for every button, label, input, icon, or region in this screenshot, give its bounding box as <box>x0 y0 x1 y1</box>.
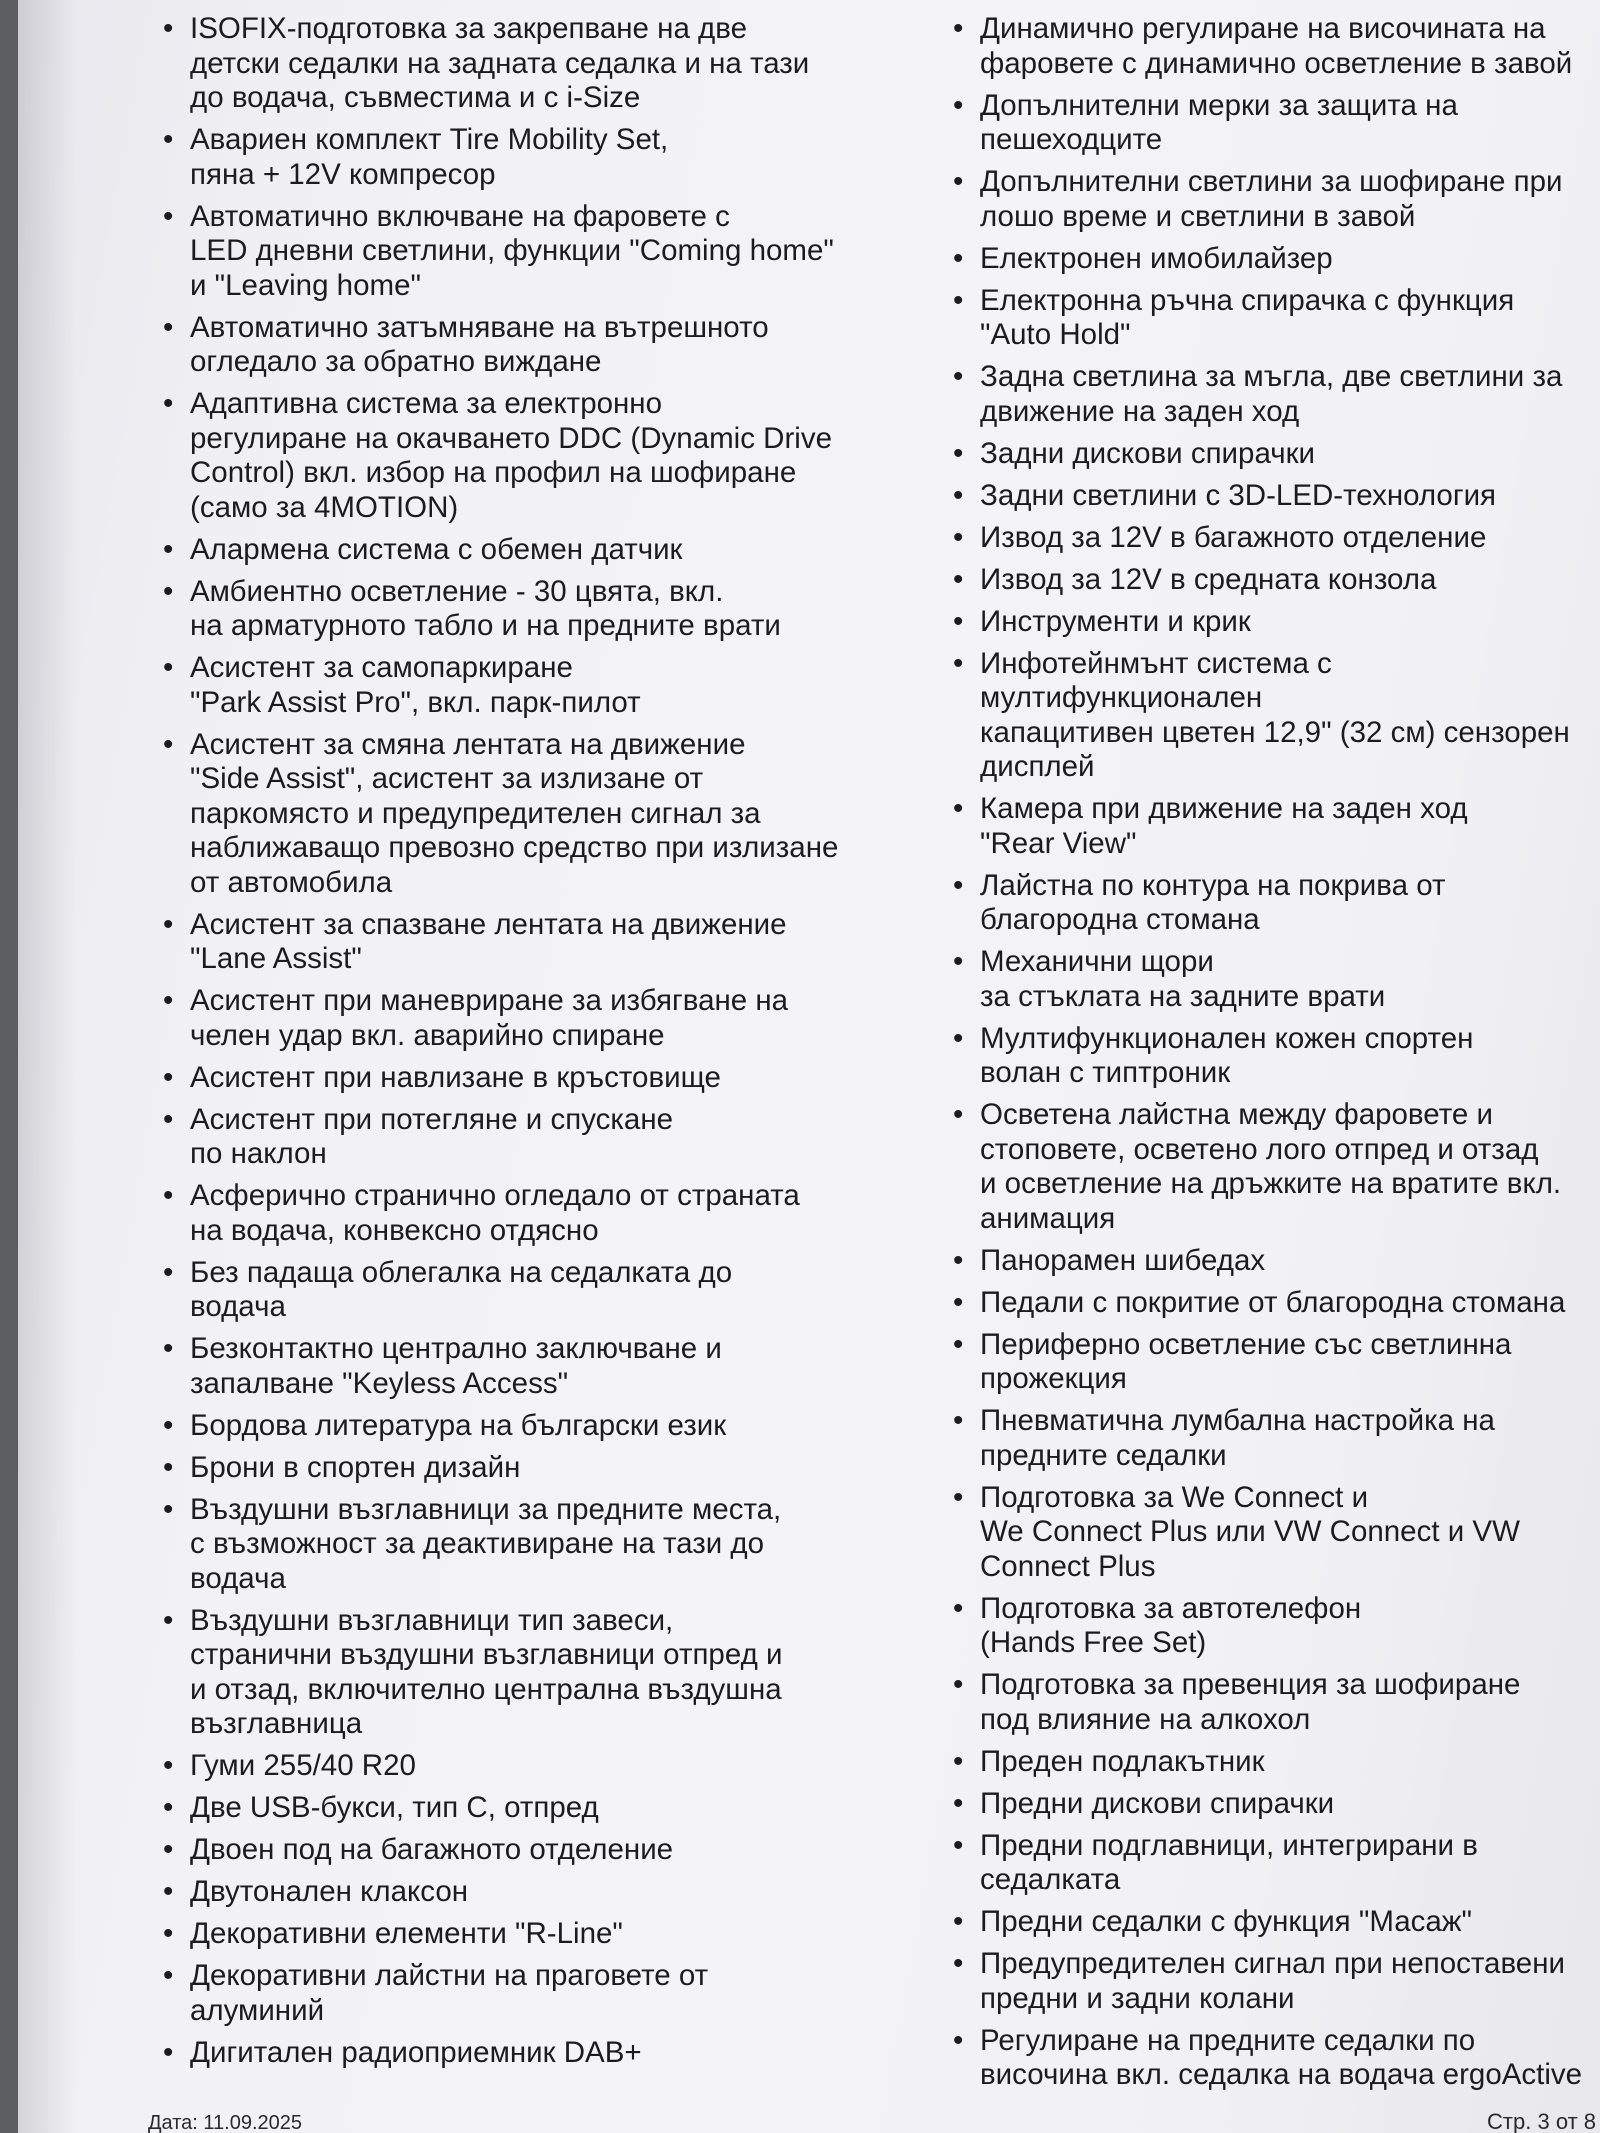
bullet-icon: • <box>163 727 174 761</box>
feature-text: Асистент за спазване лентата на движение "Lane Assist" <box>190 907 787 975</box>
feature-text: Асистент при маневриране за избягване на челен удар вкл. аварийно спиране <box>190 984 789 1052</box>
bullet-icon: • <box>163 1791 174 1824</box>
bullet-icon: • <box>953 868 964 902</box>
document-page <box>18 0 1600 2133</box>
feature-item <box>163 1409 863 1444</box>
feature-item <box>953 1745 1593 1780</box>
feature-item <box>163 1256 863 1325</box>
feature-item <box>163 1959 863 2028</box>
bullet-icon: • <box>163 1917 174 1950</box>
feature-item <box>953 1592 1593 1661</box>
feature-item <box>953 792 1593 861</box>
feature-text: Въздушни възглавници тип завеси, странични въздушни възглавници отпред и и отзад, включително централна въздушна възглавница <box>190 1603 783 1740</box>
bullet-icon: • <box>953 2023 964 2057</box>
feature-item <box>953 869 1593 938</box>
bullet-icon: • <box>953 646 964 680</box>
feature-item <box>163 1493 863 1597</box>
bullet-icon: • <box>953 1905 964 1938</box>
feature-text: Електронен имобилайзер <box>980 241 1333 275</box>
bullet-icon: • <box>953 520 964 554</box>
feature-text: Авариен комплект Tire Mobility Set, пяна + 12V компресор <box>190 123 669 191</box>
feature-text: Безконтактно централно заключване и запалване "Keyless Access" <box>190 1332 722 1400</box>
feature-item <box>953 1244 1593 1279</box>
bullet-icon: • <box>953 478 964 512</box>
feature-text: Динамично регулиране на височината на фаровете с динамично осветление в завой <box>980 12 1573 80</box>
bullet-icon: • <box>953 436 964 470</box>
feature-item <box>953 242 1593 277</box>
feature-text: Адаптивна система за електронно регулиране на окачването DDC (Dynamic Drive Control) вкл. избор на профил на шофиране (само за 4MOTION) <box>190 387 833 524</box>
bullet-icon: • <box>953 1668 964 1701</box>
feature-item <box>163 908 863 977</box>
bullet-icon: • <box>953 1021 964 1055</box>
bullet-icon: • <box>953 792 964 825</box>
feature-text: Подготовка за превенция за шофиране под влияние на алкохол <box>980 1668 1521 1736</box>
bullet-icon: • <box>163 1332 174 1365</box>
page-shadow <box>18 0 78 2133</box>
feature-text: Автоматично включване на фаровете с LED дневни светлини, функции "Coming home" и "Leaving home" <box>190 199 834 302</box>
feature-text: Декоративни лайстни на праговете от алуминий <box>190 1959 709 2027</box>
feature-item <box>953 1328 1593 1397</box>
feature-text: Амбиентно осветление - 30 цвята, вкл. на арматурното табло и на предните врати <box>190 574 781 642</box>
feature-text: Без падаща облегалка на седалката до водача <box>190 1255 733 1323</box>
bullet-icon: • <box>163 1255 174 1289</box>
feature-item <box>953 1947 1593 2016</box>
bullet-icon: • <box>163 1102 174 1136</box>
feature-item <box>163 1604 863 1742</box>
feature-text: Автоматично затъмняване на вътрешното огледало за обратно виждане <box>190 310 769 378</box>
feature-text: Задни дискови спирачки <box>980 436 1315 470</box>
bullet-icon: • <box>163 310 174 344</box>
feature-text: Периферно осветление със светлинна прожекция <box>980 1327 1512 1395</box>
feature-item <box>163 311 863 380</box>
feature-text: Предни дискови спирачки <box>980 1786 1335 1820</box>
bullet-icon: • <box>163 574 174 608</box>
bullet-icon: • <box>953 1404 964 1437</box>
feature-item <box>953 1787 1593 1822</box>
feature-item <box>163 387 863 525</box>
feature-item <box>953 1829 1593 1898</box>
feature-text: Инструменти и крик <box>980 604 1251 638</box>
feature-item <box>953 563 1593 598</box>
feature-text: Панорамен шибедах <box>980 1243 1266 1277</box>
feature-text: Въздушни възглавници за предните места, с възможност за деактивиране на тази до водача <box>190 1492 782 1595</box>
feature-text: Декоративни елементи "R-Line" <box>190 1917 623 1950</box>
right-feature-list <box>953 12 1593 2093</box>
feature-text: Предупредителен сигнал при непоставени предни и задни колани <box>980 1947 1565 2015</box>
bullet-icon: • <box>953 1327 964 1361</box>
feature-item <box>163 200 863 304</box>
bullet-icon: • <box>953 1786 964 1820</box>
feature-item <box>953 1022 1593 1091</box>
feature-item <box>163 2036 863 2071</box>
feature-item <box>953 521 1593 556</box>
feature-item <box>953 1098 1593 1236</box>
feature-text: Двутонален клаксон <box>190 1875 469 1908</box>
feature-text: Асистент за смяна лентата на движение "Side Assist", асистент за излизане от паркомясто и предупредителен сигнал за наближаващо превозно средство при излизане от автомобила <box>190 727 839 899</box>
feature-item <box>163 575 863 644</box>
feature-text: Две USB-букси, тип C, отпред <box>190 1791 599 1824</box>
feature-text: ISOFIX-подготовка за закрепване на две детски седалки на задната седалка и на тази до водача, съвместима и с i-Size <box>190 12 810 114</box>
feature-text: Допълнителни светлини за шофиране при лошо време и светлини в завой <box>980 165 1563 233</box>
bullet-icon: • <box>953 88 964 122</box>
footer-date: Дата: 11.09.2025 <box>148 2112 303 2133</box>
feature-item <box>163 1103 863 1172</box>
bullet-icon: • <box>953 283 964 317</box>
feature-item <box>163 1749 863 1784</box>
left-feature-list <box>163 12 863 2070</box>
bullet-icon: • <box>953 604 964 638</box>
feature-text: Дигитален радиоприемник DAB+ <box>190 2035 642 2069</box>
feature-item <box>953 437 1593 472</box>
feature-text: Инфотейнмънт система с мултифункционален капацитивен цветен 12,9" (32 см) сензорен дисплей <box>980 646 1570 783</box>
feature-item <box>163 728 863 901</box>
feature-text: Допълнителни мерки за защита на пешеходците <box>980 88 1458 156</box>
feature-item <box>163 1451 863 1486</box>
feature-item <box>953 1905 1593 1940</box>
bullet-icon: • <box>163 2035 174 2069</box>
bullet-icon: • <box>953 1243 964 1277</box>
feature-item <box>953 89 1593 158</box>
bullet-icon: • <box>953 1285 964 1319</box>
bullet-icon: • <box>163 123 174 156</box>
bullet-icon: • <box>163 984 174 1017</box>
bullet-icon: • <box>163 1450 174 1484</box>
feature-text: Подготовка за автотелефон (Hands Free Set) <box>980 1591 1362 1659</box>
bullet-icon: • <box>953 165 964 198</box>
feature-item <box>953 1286 1593 1321</box>
bullet-icon: • <box>163 1749 174 1782</box>
feature-item <box>163 1875 863 1910</box>
bullet-icon: • <box>163 1492 174 1526</box>
feature-item <box>953 360 1593 429</box>
feature-text: Подготовка за We Connect и We Connect Plus или VW Connect и VW Connect Plus <box>980 1480 1520 1583</box>
feature-text: Мултифункционален кожен спортен волан с типтроник <box>980 1021 1474 1089</box>
feature-text: Асферично странично огледало от страната на водача, конвексно отдясно <box>190 1179 800 1247</box>
bullet-icon: • <box>953 1947 964 1980</box>
left-column <box>163 12 863 2078</box>
feature-text: Асистент за самопаркиране "Park Assist Pro", вкл. парк-пилот <box>190 651 641 719</box>
feature-item <box>953 605 1593 640</box>
feature-text: Гуми 255/40 R20 <box>190 1749 416 1782</box>
feature-item <box>953 284 1593 353</box>
feature-text: Осветена лайстна между фаровете и стоповете, осветено лого отпред и отзад и осветление на дръжките на вратите вкл. анимация <box>980 1098 1562 1235</box>
feature-item <box>953 2024 1593 2093</box>
bullet-icon: • <box>953 562 964 596</box>
feature-item <box>953 12 1593 81</box>
bullet-icon: • <box>953 1744 964 1778</box>
feature-item <box>953 1481 1593 1585</box>
feature-item <box>163 984 863 1053</box>
bullet-icon: • <box>163 1179 174 1212</box>
feature-item <box>163 651 863 720</box>
feature-text: Асистент при навлизане в кръстовище <box>190 1060 721 1094</box>
feature-text: Задна светлина за мъгла, две светлини за движение на заден ход <box>980 360 1563 428</box>
feature-item <box>953 165 1593 234</box>
bullet-icon: • <box>163 1875 174 1908</box>
footer-page-number: Стр. 3 от 8 <box>1487 2109 1596 2133</box>
bullet-icon: • <box>953 1098 964 1131</box>
feature-text: Лайстна по контура на покрива от благородна стомана <box>980 868 1446 936</box>
feature-text: Предни подглавници, интегрирани в седалката <box>980 1828 1478 1896</box>
feature-item <box>163 533 863 568</box>
bullet-icon: • <box>163 387 174 420</box>
bullet-icon: • <box>163 532 174 566</box>
bullet-icon: • <box>953 241 964 275</box>
feature-text: Механични щори за стъклата на задните врати <box>980 945 1386 1013</box>
feature-item <box>163 1332 863 1401</box>
bullet-icon: • <box>163 1833 174 1866</box>
feature-item <box>953 1668 1593 1737</box>
bullet-icon: • <box>163 199 174 233</box>
bullet-icon: • <box>163 651 174 684</box>
feature-item <box>163 1833 863 1868</box>
bullet-icon: • <box>953 1828 964 1862</box>
feature-text: Брони в спортен дизайн <box>190 1450 521 1484</box>
bullet-icon: • <box>163 1408 174 1442</box>
feature-item <box>163 1061 863 1096</box>
bullet-icon: • <box>953 1480 964 1514</box>
right-column <box>953 12 1593 2100</box>
bullet-icon: • <box>953 360 964 393</box>
feature-item <box>163 1179 863 1248</box>
bullet-icon: • <box>163 1603 174 1637</box>
feature-text: Извод за 12V в средната конзола <box>980 562 1437 596</box>
bullet-icon: • <box>163 907 174 941</box>
bullet-icon: • <box>953 1591 964 1625</box>
bullet-icon: • <box>163 1959 174 1992</box>
feature-text: Преден подлакътник <box>980 1744 1265 1778</box>
feature-text: Задни светлини с 3D-LED-технология <box>980 478 1497 512</box>
feature-item <box>163 1791 863 1826</box>
feature-item <box>953 479 1593 514</box>
feature-text: Педали с покритие от благородна стомана <box>980 1285 1566 1319</box>
feature-text: Електронна ръчна спирачка с функция "Auto Hold" <box>980 283 1515 351</box>
bullet-icon: • <box>953 945 964 978</box>
feature-text: Извод за 12V в багажното отделение <box>980 520 1487 554</box>
bullet-icon: • <box>163 1060 174 1094</box>
feature-item <box>163 123 863 192</box>
bullet-icon: • <box>163 12 174 45</box>
feature-item <box>953 945 1593 1014</box>
feature-text: Камера при движение на заден ход "Rear View" <box>980 792 1468 860</box>
bullet-icon: • <box>953 12 964 45</box>
feature-item <box>953 647 1593 785</box>
feature-item <box>163 1917 863 1952</box>
feature-item <box>953 1404 1593 1473</box>
feature-text: Алармена система с обемен датчик <box>190 532 683 566</box>
feature-item <box>163 12 863 116</box>
feature-text: Бордова литература на български език <box>190 1408 727 1442</box>
feature-text: Асистент при потегляне и спускане по наклон <box>190 1102 674 1170</box>
feature-text: Пневматична лумбална настройка на предните седалки <box>980 1404 1495 1472</box>
feature-text: Двоен под на багажното отделение <box>190 1833 674 1866</box>
feature-text: Регулиране на предните седалки по височина вкл. седалка на водача ergoActive <box>980 2023 1583 2091</box>
feature-text: Предни седалки с функция "Масаж" <box>980 1905 1472 1938</box>
